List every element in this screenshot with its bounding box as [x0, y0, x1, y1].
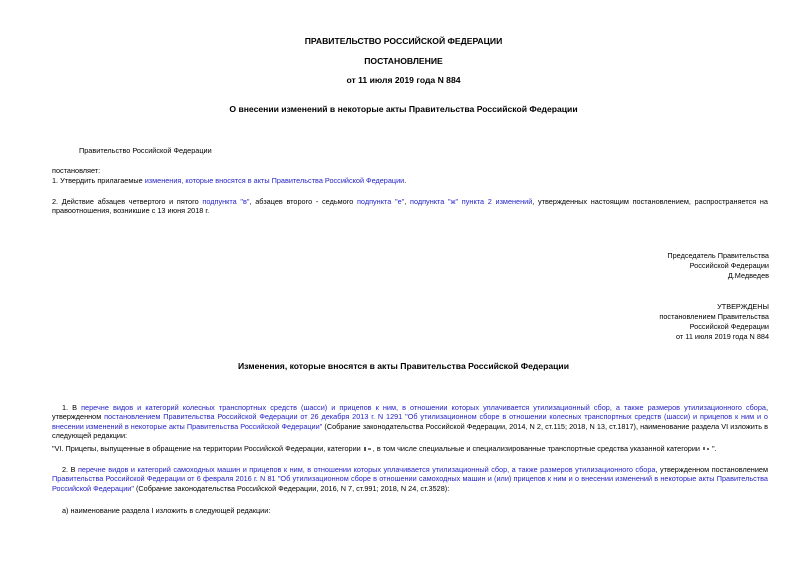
subitem-a: а) наименование раздела I изложить в следующей редакции: [62, 506, 271, 515]
signature-line-1: Председатель Правительства [667, 251, 769, 260]
signature-line-3: Д.Медведев [727, 271, 769, 280]
approved-line-4: от 11 июля 2019 года N 884 [676, 332, 769, 341]
changes-p2-end: (Собрание законодательства Российской Федерации, 2016, N 7, ст.991; 2018, N 24, ст.3528): [133, 483, 450, 493]
item-2-link-1[interactable]: подпункта "в" [202, 197, 250, 206]
quote-mid: , в том числе специальные и специализированные транспортные средства указанной категории [372, 444, 703, 453]
resolves-text: постановляет: [52, 166, 101, 175]
item-2-text: 2. Действие абзацев четвертого и пятого [52, 197, 203, 206]
document-date-number: от 11 июля 2019 года N 884 [346, 75, 461, 85]
item-1-end: . [404, 176, 407, 185]
document-type: ПОСТАНОВЛЕНИЕ [364, 56, 443, 66]
intro-text: Правительство Российской Федерации [79, 146, 212, 155]
changes-p1-text: 1. В [62, 403, 82, 412]
item-1-link[interactable]: изменения, которые вносятся в акты Правительства Российской Федерации [144, 176, 405, 185]
signature-line-2: Российской Федерации [689, 261, 769, 270]
changes-p2-link-2[interactable]: Правительства Российской Федерации от 6 февраля 2016 г. N 81 "Об утилизационном сборе в отношении самоходных машин и (или) прицепов к ним и о внесении изменений в некоторые акты Правительства Российской Федерации" [52, 474, 768, 493]
quote-line [52, 444, 717, 453]
changes-paragraph-2 [52, 465, 768, 493]
item-1-text: 1. Утвердить прилагаемые [52, 176, 145, 185]
approved-line-3: Российской Федерации [689, 322, 769, 331]
approved-line-2: постановлением Правительства [659, 312, 769, 321]
document-title: О внесении изменений в некоторые акты Правительства Российской Федерации [229, 104, 578, 114]
changes-title: Изменения, которые вносятся в акты Правительства Российской Федерации [237, 361, 569, 371]
item-1 [52, 176, 406, 185]
item-2 [52, 197, 768, 216]
changes-p2-mid: , утвержденном постановлением [655, 465, 768, 474]
changes-p2-link-1[interactable]: перечне видов и категорий самоходных машин и прицепов к ним, в отношении которых уплачивается утилизационный сбор, а также размеров утилизационного сбора [77, 465, 656, 474]
changes-p1-link-1[interactable]: перечне видов и категорий колесных транспортных средств (шасси) и прицепов к ним, в отношении которых уплачивается утилизационный сбор, а также размеров утилизационного сбора [81, 403, 766, 412]
category-symbol-icon [363, 446, 373, 452]
item-2-text-mid1: , абзацев второго - седьмого [249, 197, 357, 206]
changes-p1-mid: , утвержденном [52, 403, 768, 422]
changes-p1-end: (Собрание законодательства Российской Федерации, 2014, N 2, ст.115; 2018, N 13, ст.1817), наименование раздела VI изложить в следующей редакции: [52, 421, 768, 441]
category-symbol-icon-2 [702, 446, 712, 452]
changes-p2-text: 2. В [62, 465, 78, 474]
approved-line-1: УТВЕРЖДЕНЫ [717, 302, 769, 311]
quote-text: "VI. Прицепы, выпущенные в обращение на территории Российской Федерации, категории [52, 444, 363, 453]
item-2-link-3[interactable]: подпункта "ж" пункта 2 изменений [410, 197, 533, 206]
government-heading: ПРАВИТЕЛЬСТВО РОССИЙСКОЙ ФЕДЕРАЦИИ [304, 36, 503, 46]
changes-paragraph-1 [52, 403, 768, 441]
changes-p1-link-2[interactable]: постановлением Правительства Российской Федерации от 26 декабря 2013 г. N 1291 "Об утилизационном сборе в отношении колесных транспортных средств (шасси) и прицепов к ним и о внесении изменений в некоторые акты Правительства Российской Федерации" [52, 412, 768, 431]
item-2-text-mid2: , [404, 197, 410, 206]
item-2-link-2[interactable]: подпункта "е" [356, 197, 405, 206]
item-2-text-end: , утвержденных настоящим постановлением, распространяется на правоотношения, возникшие с 13 июня 2018 г. [52, 197, 768, 216]
quote-end: ". [712, 444, 717, 453]
